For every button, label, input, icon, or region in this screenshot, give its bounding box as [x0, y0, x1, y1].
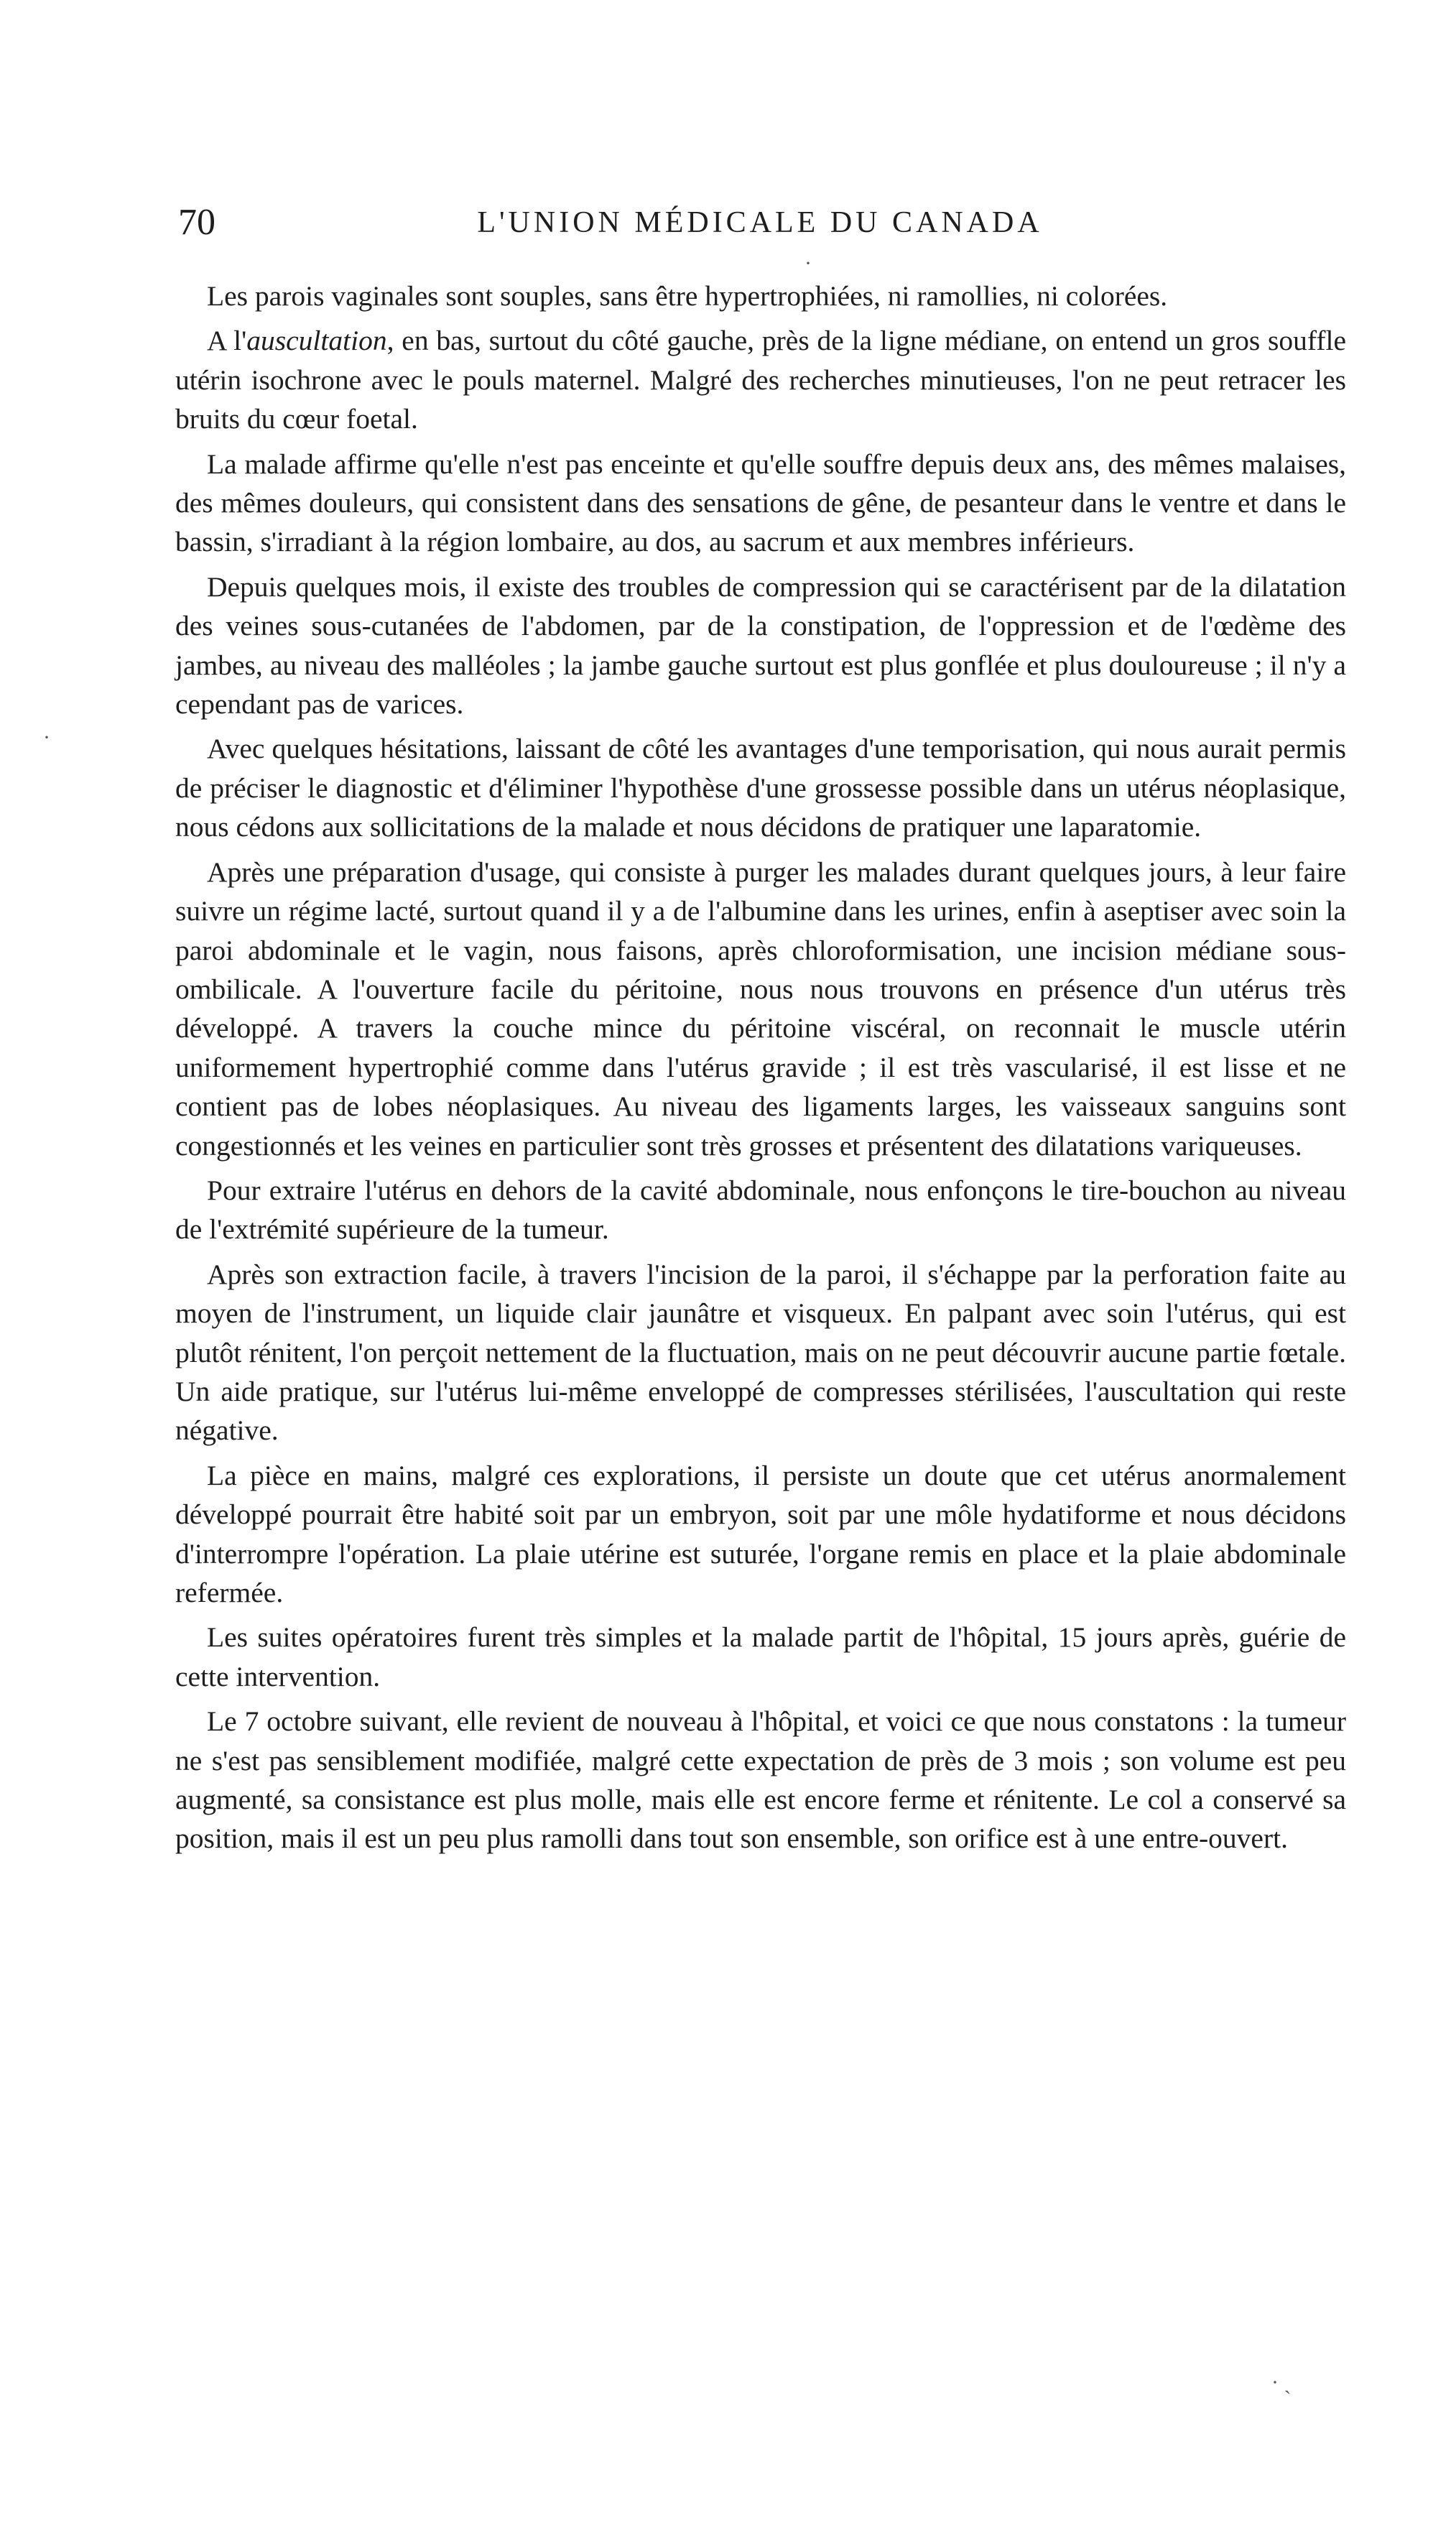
article-body: [175, 277, 1346, 1864]
paragraph: Après son extraction facile, à travers l'incision de la paroi, il s'échappe par la perforation faite au moyen de l'instrument, un liquide clair jaunâtre et visqueux. En palpant avec soin l'utérus, qui est plutôt rénitent, l'on perçoit nettement de la fluctuation, mais on ne peut découvrir aucune partie fœtale. Un aide pratique, sur l'utérus lui-même enveloppé de compresses stérilisées, l'auscultation qui reste négative.: [175, 1258, 1346, 1447]
paragraph-text: , en bas, surtout du côté gauche, près de la ligne médiane, on entend un gros souffle utérin isochrone avec le pouls maternel. Malgré des recherches minutieuses, l'on ne peut retracer les bruits du cœur foetal.: [175, 325, 1347, 435]
margin-speck: · ˎ: [1271, 2371, 1292, 2394]
emphasized-term: auscultation: [246, 325, 387, 357]
paragraph: Après une préparation d'usage, qui consiste à purger les malades durant quelques jours, à leur faire suivre un régime lacté, surtout quand il y a de l'albumine dans les urines, enfin à aseptiser avec soin la paroi abdominale et le vagin, nous faisons, après chloroformisation, une incision médiane sous-ombilicale. A l'ouverture facile du péritoine, nous nous trouvons en présence d'un utérus très développé. A travers la couche mince du péritoine viscéral, on reconnait le muscle utérin uniformement hypertrophié comme dans l'utérus gravide ; il est très vascularisé, il est lisse et ne contient pas de lobes néoplasiques. Au niveau des ligaments larges, les vaisseaux sanguins sont congestionnés et les veines en particulier sont très grosses et présentent des dilatations variqueuses.: [175, 856, 1346, 1162]
paragraph: Les suites opératoires furent très simples et la malade partit de l'hôpital, 15 jours après, guérie de cette intervention.: [175, 1621, 1346, 1692]
paragraph: Le 7 octobre suivant, elle revient de nouveau à l'hôpital, et voici ce que nous constatons : la tumeur ne s'est pas sensiblement modifiée, malgré cette expectation de près de 3 mois ; son volume est peu augmenté, sa consistance est plus molle, mais elle est encore ferme et rénitente. Le col a conservé sa position, mais il est un peu plus ramolli dans tout son ensemble, son orifice est à une entre-ouvert.: [175, 1705, 1346, 1855]
paragraph: Les parois vaginales sont souples, sans être hypertrophiées, ni ramollies, ni colorées.: [207, 280, 1168, 312]
paragraph: Avec quelques hésitations, laissant de côté les avantages d'une temporisation, qui nous aurait permis de préciser le diagnostic et d'éliminer l'hypothèse d'une grossesse possible dans un utérus néoplasique, nous cédons aux sollicitations de la malade et nous décidons de pratiquer une laparatomie.: [175, 733, 1346, 843]
paragraph: [175, 321, 1346, 438]
paragraph: La malade affirme qu'elle n'est pas enceinte et qu'elle souffre depuis deux ans, des mêmes malaises, des mêmes douleurs, qui consistent dans des sensations de gêne, de pesanteur dans le ventre et dans le bassin, s'irradiant à la région lombaire, au dos, au sacrum et aux membres inférieurs.: [175, 448, 1346, 558]
paragraph: Depuis quelques mois, il existe des troubles de compression qui se caractérisent par de la dilatation des veines sous-cutanées de l'abdomen, par de la constipation, de l'oppression et de l'œdème des jambes, au niveau des malléoles ; la jambe gauche surtout est plus gonflée et plus douloureuse ; il n'y a cependant pas de varices.: [175, 570, 1346, 720]
paragraph: La pièce en mains, malgré ces explorations, il persiste un doute que cet utérus anormalement développé pourrait être habité soit par un embryon, soit par une môle hydatiforme et nous décidons d'interrompre l'opération. La plaie utérine est suturée, l'organe remis en place et la plaie abdominale refermée.: [175, 1459, 1346, 1608]
paragraph: Pour extraire l'utérus en dehors de la cavité abdominale, nous enfonçons le tire-bouchon au niveau de l'extrémité supérieure de la tumeur.: [175, 1174, 1346, 1246]
page-number: 70: [178, 202, 215, 243]
margin-speck: ·: [804, 251, 812, 275]
page-header: [178, 194, 1342, 251]
paragraph-lead: A l': [207, 325, 247, 357]
margin-speck: ·: [43, 726, 50, 749]
running-title: L'UNION MÉDICALE DU CANADA: [477, 206, 1043, 239]
